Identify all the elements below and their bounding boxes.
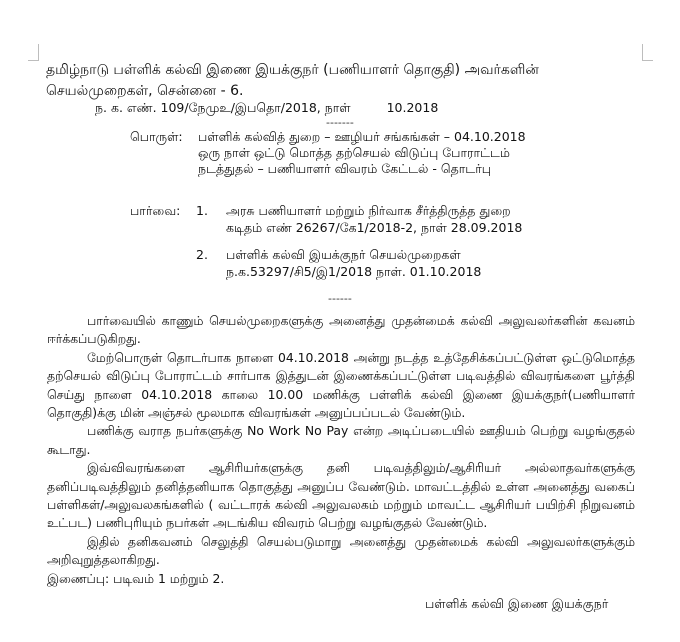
- body-paragraph-4: இவ்விவரங்களை ஆசிரியர்களுக்கு தனி படிவத்திலும்/ஆசிரியர் அல்லாதவர்களுக்கு தனிப்படிவத்திலும் தனித்தனியாக தொகுத்து அனுப்ப வேண்டும். மாவட்டத்தில் உள்ள அனைத்து வகைப் பள்ளிகள்/அலுவலகங்களில் ( வட்டாரக் கல்வி அலுவலகம் மற்றும் மாவட்ட ஆசிரியர் பயிற்சி நிறுவனம் உட்பட) பணிபுரியும் நபர்கள் அடங்கிய விவரம் பெற்று வழங்குதல் வேண்டும்.: [47, 460, 635, 531]
- body-paragraph-3: பணிக்கு வராத நபர்களுக்கு No Work No Pay என்ற அடிப்படையில் ஊதியம் பெற்று வழங்குதல் கூடாது.: [47, 423, 635, 457]
- separator-middle: ------: [328, 292, 352, 305]
- subject-label: பொருள்:: [130, 129, 183, 144]
- heading-line-2: செயல்முறைகள், சென்னை - 6.: [46, 83, 244, 99]
- references-label: பார்வை:: [130, 203, 181, 218]
- page-corner-mark-left: [28, 44, 39, 61]
- signature-designation: பள்ளிக் கல்வி இணை இயக்குநர்: [425, 596, 609, 611]
- page-corner-mark-right: [642, 44, 653, 61]
- subject-line-2: ஒரு நாள் ஒட்டு மொத்த தற்செயல் விடுப்பு போராட்டம்: [198, 145, 510, 160]
- reference-item-line-2: கடிதம் எண் 26267/கே1/2018-2, நாள் 28.09.2018: [226, 220, 523, 235]
- reference-number: ந. க. எண். 109/நேமுஉ/இபதொ/2018, நாள்: [95, 100, 351, 115]
- reference-item-line-2: ந.க.53297/சி5/இ1/2018 நாள். 01.10.2018: [226, 264, 482, 279]
- reference-item-line-1: அரசு பணியாளர் மற்றும் நிர்வாக சீர்த்திருத்த துறை: [226, 203, 511, 218]
- enclosure-line: இணைப்பு: படிவம் 1 மற்றும் 2.: [47, 570, 225, 586]
- separator-top: -------: [326, 116, 354, 129]
- heading-line-1: தமிழ்நாடு பள்ளிக் கல்வி இணை இயக்குநர் (பணியாளர் தொகுதி) அவர்களின்: [46, 62, 539, 78]
- document-heading: [46, 60, 646, 102]
- reference-item-line-1: பள்ளிக் கல்வி இயக்குநர் செயல்முறைகள்: [226, 247, 461, 262]
- reference-item-number: 1.: [196, 203, 208, 218]
- body-paragraph-5: இதில் தனிகவனம் செலுத்தி செயல்படுமாறு அனைத்து முதன்மைக் கல்வி அலுவலர்களுக்கும் அறிவுறுத்தலாகிறது.: [47, 533, 635, 568]
- reference-date: 10.2018: [386, 100, 439, 115]
- subject-line-1: பள்ளிக் கல்வித் துறை – ஊழியர் சங்கங்கள் – 04.10.2018: [198, 129, 526, 144]
- body-paragraph-2: மேற்பொருள் தொடர்பாக நாளை 04.10.2018 அன்று நடத்த உத்தேசிக்கப்பட்டுள்ள ஒட்டுமொத்த தற்செயல் விடுப்பு போராட்டம் சார்பாக இத்துடன் இணைக்கப்பட்டுள்ள படிவத்தில் விவரங்களை பூர்த்தி செய்து நாளை 04.10.2018 காலை 10.00 மணிக்கு பள்ளிக் கல்வி இணை இயக்குநர்(பணியாளர் தொகுதி)க்கு மின் அஞ்சல் மூலமாக விவரங்கள் அனுப்பப்படல் வேண்டும்.: [47, 349, 635, 421]
- body-paragraph-1: பார்வையில் காணும் செயல்முறைகளுக்கு அனைத்து முதன்மைக் கல்வி அலுவலர்களின் கவனம் ஈர்க்கப்படுகிறது.: [47, 313, 635, 347]
- reference-number-line: [95, 100, 438, 117]
- subject-line-3: நடத்துதல் – பணியாளர் விவரம் கேட்டல் - தொடர்பு: [198, 161, 492, 176]
- reference-item-number: 2.: [196, 247, 208, 262]
- letter-body: [47, 312, 635, 588]
